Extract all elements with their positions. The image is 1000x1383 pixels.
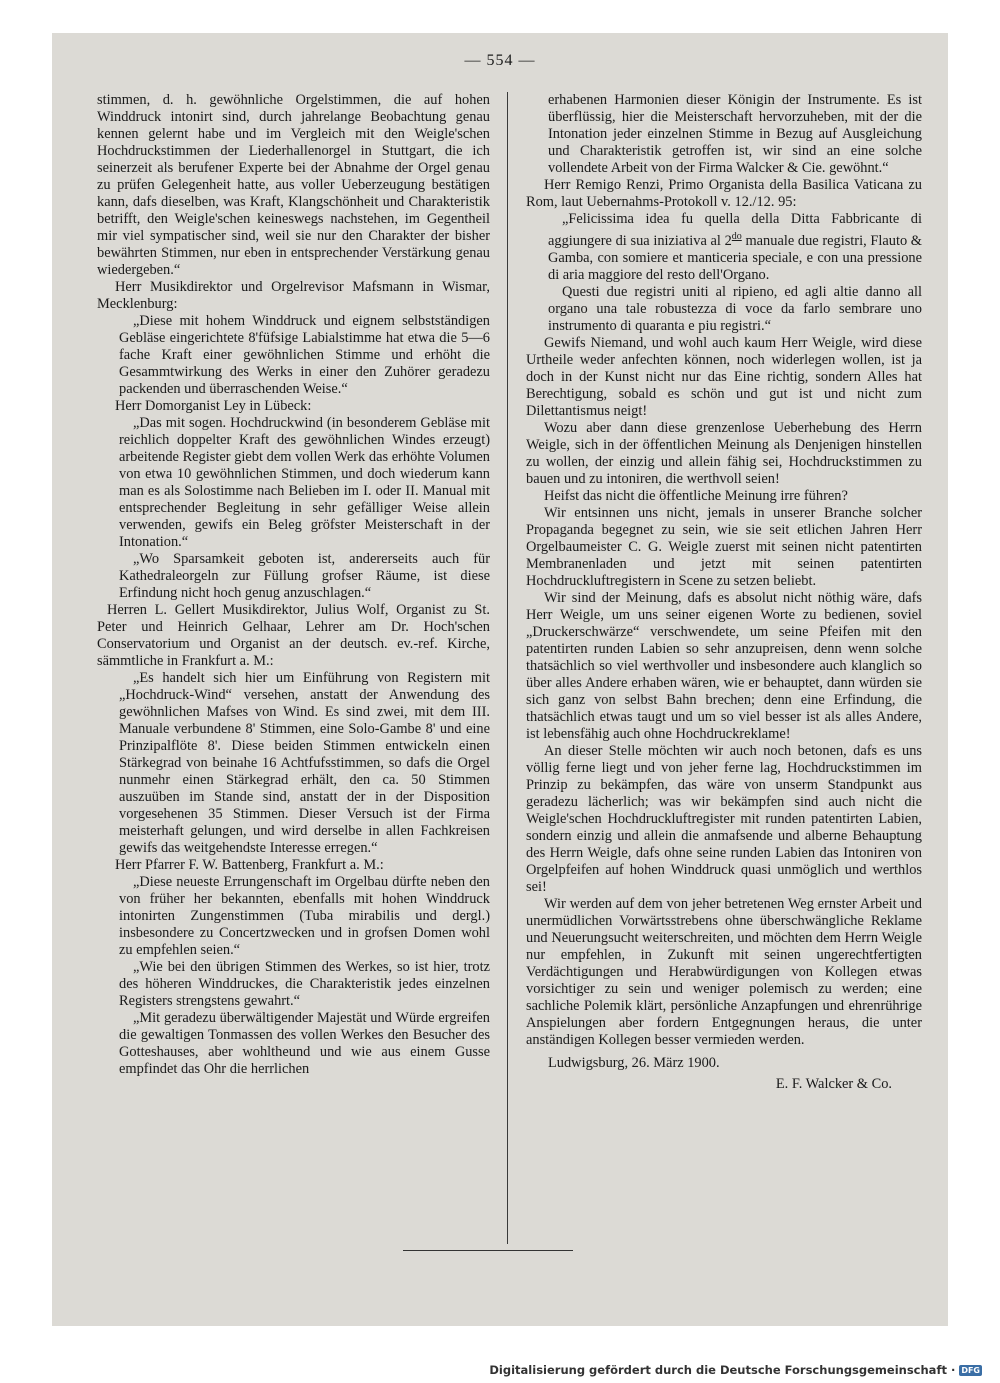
paragraph: Herr Musikdirektor und Orgelrevisor Mafsmann in Wismar, Mecklenburg:: [97, 279, 490, 312]
paragraph: An dieser Stelle möchten wir auch noch betonen, dafs es uns völlig ferne liegt und von jeher ferne lag, Hochdruckstimmen im Prinzip zu bekämpfen, das wäre von unserm Standpunkt aus geradezu lächerlich; was wir bekämpfen sind auch nicht die Weigle'schen Hochdruckluftregister mit runden patentirten Labien, sondern einzig und allein die anmafsende und alberne Behauptung des Herrn Weigle, dafs ohne seine runden Labien das Intoniren von Orgelpfeifen auf hohen Winddruck quasi unmöglich und werthlos sei!: [526, 742, 922, 895]
end-rule: [403, 1250, 573, 1251]
quote: Questi due registri uniti al ripieno, ed agli altie danno all organo una tale robustezza di voce da farlo sembrare uno instrumento di quaranta e piu registri.“: [548, 283, 922, 334]
left-column: [97, 92, 490, 1078]
quote: „Wie bei den übrigen Stimmen des Werkes, so ist hier, trotz des höheren Winddruckes, die Charakteristik jedes einzelnen Registers strengstens gewahrt.“: [119, 959, 490, 1009]
paragraph: Wir entsinnen uns nicht, jemals in unserer Branche solcher Propaganda begegnet zu sein, wie sie seit etlichen Jahren Herr Orgelbaumeister C. G. Weigle zuerst mit seinen nicht patentirten Membranenladen und jetzt mit seinen patentirten Hochdruckluftregistern in Scene zu setzen beliebt.: [526, 504, 922, 589]
quote: „Diese mit hohem Winddruck und eignem selbstständigen Gebläse eingerichtete 8'füfsige Labialstimme hat etwa die 5—6 fache Kraft einer gewöhnlichen Stimme und erhöht die Gesammtwirkung des Werks in einer den Zuhörer geradezu packenden und überraschenden Weise.“: [119, 313, 490, 397]
paragraph: stimmen, d. h. gewöhnliche Orgelstimmen, die auf hohen Winddruck intonirt sind, durch jahrelange Beobachtung genau kennen gelernt habe und im Vergleich mit den Weigle'schen Hochdruckstimmen der Liederhallenorgel in Stuttgart, die ich seinerzeit als berufener Experte bei der Abnahme der Orgel genau zu prüfen Gelegenheit hatte, aus voller Ueberzeugung bestätigen kann, dafs dieselben, was Kraft, Klangschönheit und Charakteristik betrifft, den Weigle'schen keineswegs nachstehen, im Gegentheil mir viel sympatischer sind, weil sie nur den Charakter der bisher bewährten Stimmen, nur eben in entsprechender Verstärkung genau wiedergeben.“: [97, 92, 490, 278]
credit-text: Digitalisierung gefördert durch die Deutsche Forschungsgemeinschaft: [489, 1363, 947, 1377]
quote: „Wo Sparsamkeit geboten ist, andererseits auch für Kathedraleorgeln zur Füllung grofser Räume, ist diese Erfindung nicht hoch genug anzuschlagen.“: [119, 551, 490, 601]
paragraph: Wir sind der Meinung, dafs es absolut nicht nöthig wäre, dafs Herr Weigle, um uns seiner eigenen Worte zu bedienen, soviel „Druckerschwärze“ verschwendete, um seine Pfeifen mit den patentirten runden Labien so sehr anzupreisen, denn wenn solche thatsächlich so viel werthvoller und insbesondere auch klanglich so über alles Andere erhaben wären, wie er behauptet, dann würden sie sich ganz von selbst Bahn brechen; denn eine Erfindung, die thatsächlich etwas taugt und um so viel besser ist als alles Andere, ist lebensfähig auch ohne Hochdruckreklame!: [526, 589, 922, 742]
right-column: [526, 92, 922, 1093]
page-number: — 554 —: [464, 52, 536, 69]
signature-place-date: Ludwigsburg, 26. März 1900.: [548, 1054, 720, 1071]
column-divider: [507, 92, 508, 1244]
quote: „Das mit sogen. Hochdruckwind (in besonderem Gebläse mit reichlich doppelter Kraft des gewöhnlichen Windes erzeugt) arbeitende Register giebt dem vollen Werk das erhöhte Volumen von etwa 10 gewöhnlichen Stimmen, und doch wiederum kann man es als Solostimme nach Belieben im I. oder II. Manual mit entsprechender Begleitung in sehr gefälliger Weise allein verwenden, gewifs ein Beleg gröfster Meisterschaft in der Intonation.“: [119, 415, 490, 550]
paragraph: Heifst das nicht die öffentliche Meinung irre führen?: [544, 487, 848, 504]
quote: „Mit geradezu überwältigender Majestät und Würde ergreifen die gewaltigen Tonmassen des vollen Werkes den Besucher des Gotteshauses, aber wohltheund und wie aus einem Gusse empfindet das Ohr die herrlichen: [119, 1010, 490, 1077]
quote: [548, 211, 922, 284]
quote: „Diese neueste Errungenschaft im Orgelbau dürfte neben den von früher her bekannten, ebenfalls mit hohen Winddruck intonirten Zungenstimmen (Tuba mirabilis und dergl.) insbesondere zu Concertzwecken und in grofsen Domen wohl zu empfehlen seien.“: [119, 874, 490, 958]
paragraph: Herren L. Gellert Musikdirektor, Julius Wolf, Organist zu St. Peter und Heinrich Gelhaar, Lehrer am Dr. Hoch'schen Conservatorium und Organist an der deutsch. ev.-ref. Kirche, sämmtliche in Frankfurt a. M.:: [97, 602, 490, 669]
quote-text: manuale due registri, Flauto & Gamba, con somiere et manticeria speciale, e con una pressione di aria maggiore del resto dell'Organo.: [548, 232, 923, 283]
signature-firm: E. F. Walcker & Co.: [775, 1075, 892, 1092]
quote: „Es handelt sich hier um Einführung von Registern mit „Hochdruck-Wind“ versehen, anstatt der Anwendung des gewöhnlichen Mafses von Wind. Es sind zwei, mit dem III. Manuale verbundene 8' Stimmen, eine Solo-Gambe 8' und eine Prinzipalflöte 8'. Diese beiden Stimmen entwickeln einen Stärkegrad von beinahe 16 Achtfufsstimmen, so dafs die Orgel nunmehr einen Stärkegrad erhält, den ca. 50 Stimmen auszuüben im Stande sind, anstatt der in der Disposition vorgesehenen 35 Stimmen. Dieser Versuch ist der Firma meisterhaft gelungen, und wird derselbe in allen Fachkreisen gewifs das weitgehendste Interesse erregen.“: [119, 670, 490, 856]
funding-credit: [489, 1363, 982, 1377]
dfg-logo-icon: DFG: [961, 1365, 980, 1375]
quote: erhabenen Harmonien dieser Königin der Instrumente. Es ist überflüssig, hier die Meisterschaft hervorzuheben, mit der die Intonation jeder einzelnen Stimme in Bezug auf Ausgleichung und Charakteristik getroffen ist, wir sind an eine solche vollendete Arbeit von der Firma Walcker & Cie. gewöhnt.“: [548, 92, 922, 176]
paragraph: Herr Pfarrer F. W. Battenberg, Frankfurt a. M.:: [115, 857, 384, 873]
quote-text: „Felicissima idea fu quella della Ditta Fabbricante di aggiungere di sua iniziativa al 2: [548, 211, 922, 249]
paragraph: Wir werden auf dem von jeher betretenen Weg ernster Arbeit und unermüdlichen Vorwärtsstrebens ohne überschwängliche Reklame und Neuerungsucht weiterschreiten, und möchten dem Herrn Weigle nur empfehlen, in Zukunft mit seinen ungerechtfertigten Verdächtigungen und Herabwürdigungen von Kollegen etwas vorsichtiger zu sein und weniger polemisch zu werden; eine sachliche Polemik klärt, persönliche Anzapfungen und ehrenrührige Anspielungen aber fordern Entgegnungen heraus, die unter anständigen Kollegen besser vermieden werden.: [526, 895, 922, 1048]
paragraph: Wozu aber dann diese grenzenlose Ueberhebung des Herrn Weigle, sich in der öffentlichen Meinung als Denjenigen hinstellen zu wollen, der einzig und allein fähig sei, Hochdruckstimmen zu bauen und zu intoniren, die werthvoll seien!: [526, 419, 922, 487]
ordinal-superscript: do: [731, 231, 742, 242]
paragraph: Herr Domorganist Ley in Lübeck:: [115, 398, 312, 414]
separator: ·: [950, 1363, 956, 1377]
paragraph: Gewifs Niemand, und wohl auch kaum Herr Weigle, wird diese Urtheile weder anfechten können, noch widerlegen wollen, ist ja doch in der Kunst nicht nur das Eine richtig, sondern Alles hat Berechtigung, sobald es schön und gut ist und nicht zum Dilettantismus neigt!: [526, 334, 922, 419]
paragraph: Herr Remigo Renzi, Primo Organista della Basilica Vaticana zu Rom, laut Uebernahms-Protokoll v. 12./12. 95:: [526, 177, 922, 210]
